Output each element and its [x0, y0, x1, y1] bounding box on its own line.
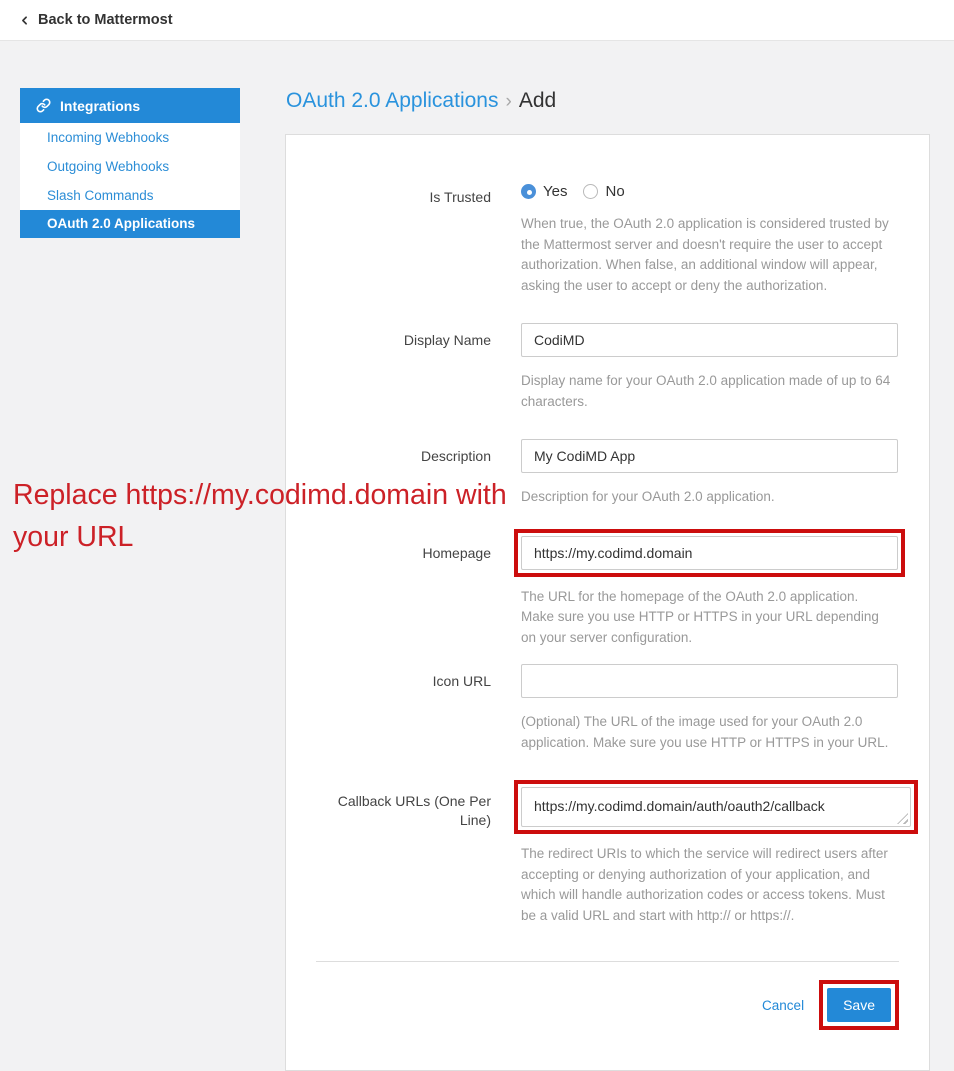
description-input[interactable] — [521, 439, 898, 473]
radio-unselected-icon — [583, 184, 598, 199]
callback-urls-help-text: The redirect URIs to which the service will redirect users after accepting or denying authorization of your application, and which will handle authorization codes or access tokens. Must be a valid URL and start with http:// or https://. — [521, 846, 888, 923]
integrations-sidebar — [20, 88, 240, 238]
back-label: Back to Mattermost — [38, 12, 173, 28]
breadcrumb — [286, 89, 930, 113]
is-trusted-help-text: When true, the OAuth 2.0 application is considered trusted by the Mattermost server and doesn't require the user to accept authorization. When false, an additional window will appear, asking the user to accept or deny the authorization. — [521, 216, 889, 293]
breadcrumb-current: Add — [518, 89, 557, 112]
is-trusted-label: Is Trusted — [429, 189, 491, 205]
description-row — [316, 439, 899, 508]
sidebar-item-oauth-applications[interactable]: OAuth 2.0 Applications — [20, 210, 240, 238]
page-content — [0, 41, 954, 1071]
homepage-help-text: The URL for the homepage of the OAuth 2.0 application. Make sure you use HTTP or HTTPS in your URL depending on your server configuration. — [521, 588, 879, 645]
is-trusted-yes-radio[interactable] — [521, 183, 567, 200]
radio-selected-icon — [521, 184, 536, 199]
sidebar-section-integrations[interactable] — [20, 88, 240, 123]
breadcrumb-oauth-applications-link[interactable]: OAuth 2.0 Applications — [286, 89, 499, 112]
main-panel — [285, 88, 930, 1071]
callback-urls-label: Callback URLs (One Per Line) — [337, 793, 491, 828]
display-name-input[interactable] — [521, 323, 898, 357]
form-footer — [316, 980, 899, 1030]
description-help-text: Description for your OAuth 2.0 application. — [521, 489, 775, 504]
homepage-input[interactable] — [521, 536, 898, 570]
is-trusted-no-radio[interactable] — [583, 183, 624, 200]
homepage-label: Homepage — [422, 544, 491, 561]
icon-url-row — [316, 664, 899, 753]
chevron-left-icon — [18, 14, 31, 27]
icon-url-label: Icon URL — [432, 673, 491, 689]
chevron-right-icon: › — [505, 91, 512, 112]
homepage-highlight-box — [514, 529, 905, 577]
sidebar-item-incoming-webhooks[interactable]: Incoming Webhooks — [47, 130, 170, 145]
icon-url-input[interactable] — [521, 664, 898, 698]
sidebar-header-label: Integrations — [60, 97, 141, 114]
homepage-row — [316, 529, 899, 649]
sidebar-item-slash-commands[interactable]: Slash Commands — [47, 188, 154, 203]
sidebar-items — [20, 123, 240, 238]
annotation-replace-url: Replace https://my.codimd.domain with your URL — [13, 479, 507, 553]
back-to-mattermost-link[interactable] — [18, 12, 173, 28]
radio-no-label: No — [605, 183, 625, 200]
icon-url-help-text: (Optional) The URL of the image used for your OAuth 2.0 application. Make sure you use HTTP or HTTPS in your URL. — [521, 714, 889, 750]
topbar — [0, 0, 954, 41]
callback-urls-row — [316, 780, 899, 926]
radio-yes-label: Yes — [543, 183, 568, 200]
display-name-row — [316, 323, 899, 412]
footer-divider — [316, 961, 899, 962]
is-trusted-row — [316, 180, 899, 296]
callback-urls-textarea[interactable] — [521, 787, 911, 827]
callback-urls-highlight-box — [514, 780, 918, 834]
display-name-label: Display Name — [403, 332, 491, 348]
link-icon — [36, 98, 51, 113]
add-oauth-app-form-card — [285, 134, 930, 1071]
save-button[interactable]: Save — [827, 988, 891, 1022]
cancel-button[interactable]: Cancel — [762, 997, 805, 1013]
description-label: Description — [420, 448, 491, 464]
save-highlight-box — [819, 980, 899, 1030]
sidebar-item-outgoing-webhooks[interactable]: Outgoing Webhooks — [47, 159, 170, 174]
display-name-help-text: Display name for your OAuth 2.0 application made of up to 64 characters. — [521, 373, 891, 409]
is-trusted-radio-group — [521, 180, 901, 200]
